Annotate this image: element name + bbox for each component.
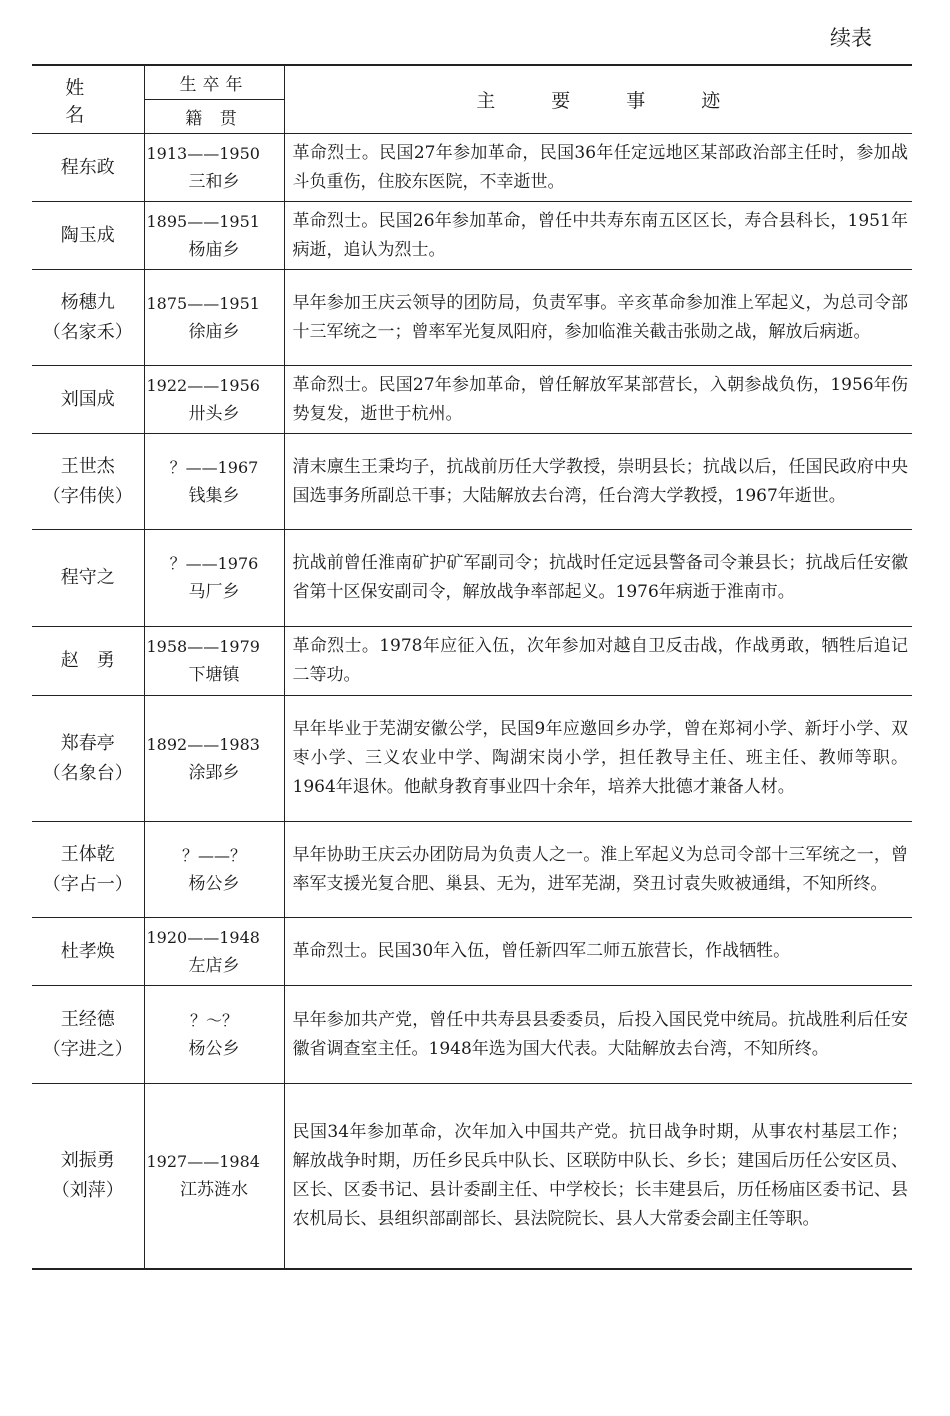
lifespan-cell bbox=[144, 918, 284, 986]
native-place: 马厂乡 bbox=[188, 582, 240, 602]
person-name: 刘振勇 bbox=[60, 1149, 115, 1171]
continued-label: 续表 bbox=[830, 26, 872, 50]
native-place: 三和乡 bbox=[188, 171, 240, 192]
table-row bbox=[32, 986, 912, 1084]
table-row bbox=[32, 1084, 912, 1269]
person-name: 杨穗九 bbox=[60, 291, 115, 313]
table-row bbox=[32, 134, 912, 202]
header-origin: 籍 贯 bbox=[144, 100, 284, 134]
person-name: 程守之 bbox=[60, 567, 115, 588]
lifespan-cell bbox=[144, 434, 284, 530]
native-place: 涂郢乡 bbox=[188, 762, 240, 783]
person-name: 王世杰 bbox=[60, 455, 115, 477]
lifespan-cell bbox=[144, 822, 284, 918]
person-alias: （刘萍） bbox=[51, 1179, 124, 1201]
main-deeds: 革命烈士。民国27年参加革命，曾任解放军某部营长，入朝参战负伤，1956年伤势复发，逝世于杭州。 bbox=[284, 366, 912, 434]
header-deeds: 主 要 事 迹 bbox=[284, 65, 912, 134]
person-name: 王经德 bbox=[60, 1008, 115, 1030]
person-name: 赵 勇 bbox=[60, 650, 115, 671]
lifespan: ？～？ bbox=[189, 1010, 238, 1030]
person-name-cell bbox=[32, 822, 144, 918]
lifespan: 1892——1983 bbox=[146, 734, 260, 754]
table-row bbox=[32, 366, 912, 434]
person-name-cell bbox=[32, 986, 144, 1084]
person-alias: （字进之） bbox=[42, 1038, 133, 1060]
native-place: 下塘镇 bbox=[188, 665, 240, 685]
person-name: 程东政 bbox=[60, 156, 115, 178]
native-place: 杨公乡 bbox=[188, 1038, 240, 1059]
person-name-cell bbox=[32, 270, 144, 366]
person-name-cell bbox=[32, 696, 144, 822]
main-deeds: 早年毕业于芜湖安徽公学，民国9年应邀回乡办学，曾在郑祠小学、新圩小学、双枣小学、三义农业中学、陶湖宋岗小学，担任教导主任、班主任、教师等职。1964年退休。他献身教育事业四十余年，培养大批德才兼备人材。 bbox=[284, 696, 912, 822]
lifespan-cell bbox=[144, 627, 284, 696]
main-deeds: 早年参加共产党，曾任中共寿县县委委员，后投入国民党中统局。抗战胜利后任安徽省调查室主任。1948年选为国大代表。大陆解放去台湾，不知所终。 bbox=[284, 986, 912, 1084]
lifespan: 1875——1951 bbox=[146, 293, 260, 313]
main-deeds: 民国34年参加革命，次年加入中国共产党。抗日战争时期，从事农村基层工作；解放战争时期，历任乡民兵中队长、区联防中队长、乡长；建国后历任公安区员、区长、区委书记、县计委副主任、中学校长；长丰建县后，历任杨庙区委书记、县农机局长、县组织部副部长、县法院院长、县人大常委会副主任等职。 bbox=[284, 1084, 912, 1269]
lifespan-cell bbox=[144, 530, 284, 627]
main-deeds: 革命烈士。民国26年参加革命，曾任中共寿东南五区区长，寿合县科长，1951年病逝，追认为烈士。 bbox=[284, 202, 912, 270]
lifespan-cell bbox=[144, 270, 284, 366]
lifespan: 1895——1951 bbox=[146, 211, 260, 231]
person-name-cell bbox=[32, 366, 144, 434]
main-deeds: 革命烈士。1978年应征入伍，次年参加对越自卫反击战，作战勇敢，牺牲后追记二等功。 bbox=[284, 627, 912, 696]
table-row bbox=[32, 822, 912, 918]
native-place: 左店乡 bbox=[188, 955, 240, 976]
table-row bbox=[32, 530, 912, 627]
person-name: 郑春亭 bbox=[60, 732, 115, 754]
person-name: 陶玉成 bbox=[60, 224, 115, 246]
biography-table bbox=[32, 64, 912, 1270]
person-name-cell bbox=[32, 434, 144, 530]
person-name-cell bbox=[32, 134, 144, 202]
person-name-cell bbox=[32, 1084, 144, 1269]
lifespan: 1920——1948 bbox=[146, 927, 260, 947]
table-row bbox=[32, 270, 912, 366]
table-row bbox=[32, 627, 912, 696]
person-name-cell bbox=[32, 627, 144, 696]
native-place: 杨庙乡 bbox=[188, 239, 240, 260]
lifespan: ？——？ bbox=[181, 845, 246, 865]
person-name-cell bbox=[32, 202, 144, 270]
native-place: 卅头乡 bbox=[188, 403, 240, 424]
header-lifespan: 生卒年 bbox=[144, 65, 284, 100]
main-deeds: 革命烈士。民国27年参加革命，民国36年任定远地区某部政治部主任时，参加战斗负重伤，住胶东医院，不幸逝世。 bbox=[284, 134, 912, 202]
person-name: 刘国成 bbox=[60, 388, 115, 410]
native-place: 钱集乡 bbox=[188, 485, 240, 506]
native-place: 杨公乡 bbox=[188, 873, 240, 894]
main-deeds: 早年参加王庆云领导的团防局，负责军事。辛亥革命参加淮上军起义，为总司令部十三军统之一；曾率军光复凤阳府，参加临淮关截击张勋之战，解放后病逝。 bbox=[284, 270, 912, 366]
native-place: 江苏涟水 bbox=[180, 1179, 248, 1200]
lifespan: ？——1967 bbox=[169, 457, 259, 477]
table-row bbox=[32, 696, 912, 822]
lifespan-cell bbox=[144, 1084, 284, 1269]
lifespan-cell bbox=[144, 986, 284, 1084]
header-name: 姓 名 bbox=[32, 65, 144, 134]
table-row bbox=[32, 918, 912, 986]
main-deeds: 清末廪生王秉均子，抗战前历任大学教授，崇明县长；抗战以后，任国民政府中央国选事务所副总干事；大陆解放去台湾，任台湾大学教授，1967年逝世。 bbox=[284, 434, 912, 530]
table-row bbox=[32, 434, 912, 530]
person-alias: （名家禾） bbox=[42, 321, 133, 343]
person-alias: （字占一） bbox=[42, 873, 133, 895]
header-row bbox=[32, 65, 912, 100]
lifespan: ？——1976 bbox=[169, 554, 259, 573]
main-deeds: 抗战前曾任淮南矿护矿军副司令；抗战时任定远县警备司令兼县长；抗战后任安徽省第十区保安副司令，解放战争率部起义。1976年病逝于淮南市。 bbox=[284, 530, 912, 627]
lifespan: 1913——1950 bbox=[146, 143, 260, 163]
person-alias: （字伟侠） bbox=[42, 485, 133, 507]
person-name-cell bbox=[32, 530, 144, 627]
person-name: 王体乾 bbox=[60, 843, 115, 865]
lifespan: 1927——1984 bbox=[146, 1151, 260, 1171]
native-place: 徐庙乡 bbox=[188, 321, 240, 342]
table-row bbox=[32, 202, 912, 270]
lifespan-cell bbox=[144, 134, 284, 202]
person-name: 杜孝焕 bbox=[60, 940, 115, 962]
lifespan-cell bbox=[144, 366, 284, 434]
lifespan: 1958——1979 bbox=[146, 637, 260, 656]
lifespan-cell bbox=[144, 696, 284, 822]
main-deeds: 革命烈士。民国30年入伍，曾任新四军二师五旅营长，作战牺牲。 bbox=[284, 918, 912, 986]
lifespan: 1922——1956 bbox=[146, 375, 260, 395]
main-deeds: 早年协助王庆云办团防局为负责人之一。淮上军起义为总司令部十三军统之一，曾率军支援光复合肥、巢县、无为，进军芜湖，癸丑讨袁失败被通缉，不知所终。 bbox=[284, 822, 912, 918]
person-alias: （名象台） bbox=[42, 762, 133, 784]
person-name-cell bbox=[32, 918, 144, 986]
lifespan-cell bbox=[144, 202, 284, 270]
